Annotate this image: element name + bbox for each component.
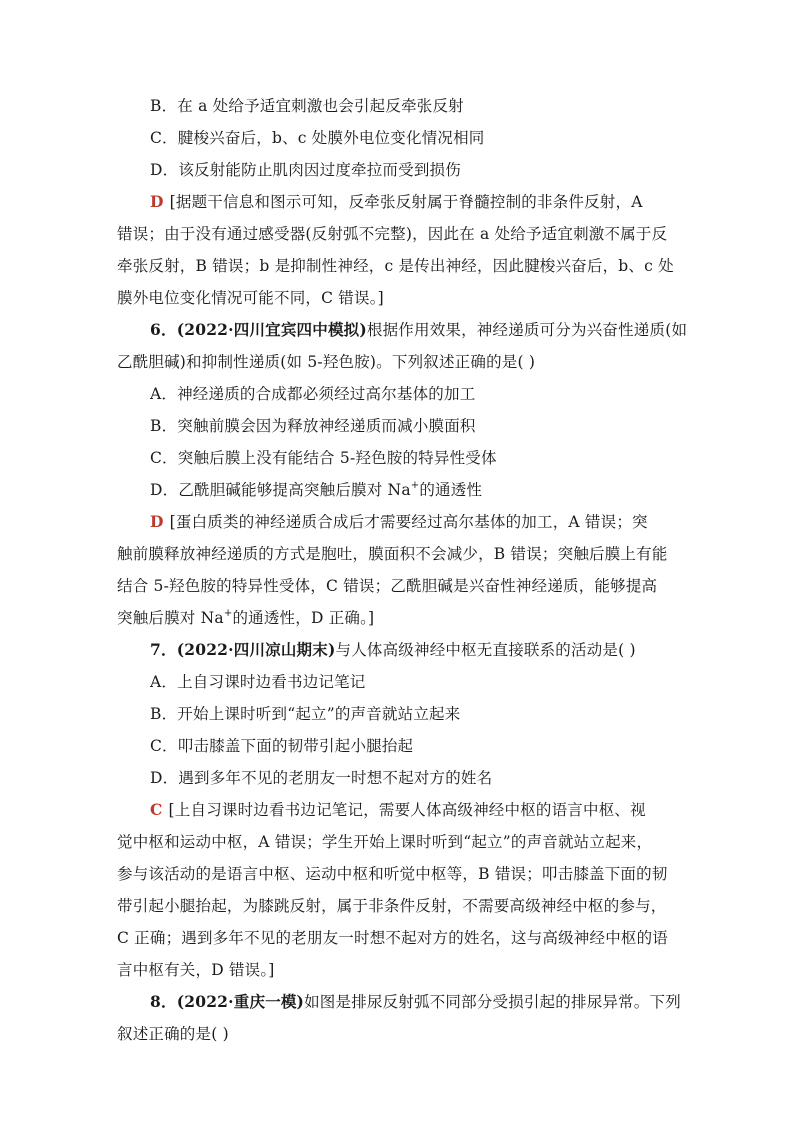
q7-explanation-line-4: 带引起小腿抬起，为膝跳反射，属于非条件反射，不需要高级神经中枢的参与， — [117, 897, 667, 915]
q8-stem-line-1: 8．(2022·重庆一模)如图是排尿反射弧不同部分受损引起的排尿异常。下列 — [150, 992, 681, 1011]
q7-number: 7． — [150, 640, 177, 659]
q6-explanation-line-4: 突触后膜对 Na+的通透性，D 正确。] — [117, 607, 375, 627]
q7-stem: 7．(2022·四川凉山期末)与人体高级神经中枢无直接联系的活动是( ) — [150, 640, 636, 659]
q7-option-c: C．叩击膝盖下面的韧带引起小腿抬起 — [150, 737, 414, 755]
q6-option-c: C．突触后膜上没有能结合 5-羟色胺的特异性受体 — [150, 449, 497, 467]
q7-answer: C — [150, 800, 163, 819]
q8-number: 8． — [150, 992, 177, 1011]
q7-explanation-line-1: C [上自习课时边看书边记笔记，需要人体高级神经中枢的语言中枢、视 — [150, 800, 646, 819]
q6-stem-line-2: 乙酰胆碱)和抑制性递质(如 5-羟色胺)。下列叙述正确的是( ) — [117, 353, 536, 371]
q5-answer: D — [150, 192, 164, 211]
q5-explanation-line-2: 错误；由于没有通过感受器(反射弧不完整)，因此在 a 处给予适宜刺激不属于反 — [117, 225, 668, 243]
q6-source: (2022·四川宜宾四中模拟) — [176, 320, 367, 339]
q5-explanation-line-3: 牵张反射，B 错误；b 是抑制性神经，c 是传出神经，因此腱梭兴奋后，b、c 处 — [117, 257, 674, 275]
q6-number: 6． — [150, 320, 177, 339]
q6-explanation-line-2: 触前膜释放神经递质的方式是胞吐，膜面积不会减少，B 错误；突触后膜上有能 — [117, 545, 668, 563]
q6-explanation-line-3: 结合 5-羟色胺的特异性受体，C 错误；乙酰胆碱是兴奋性神经递质，能够提高 — [117, 577, 658, 595]
q6-option-b: B．突触前膜会因为释放神经递质而减小膜面积 — [150, 417, 476, 435]
q7-source: (2022·四川凉山期末) — [176, 640, 336, 659]
q7-explanation-line-6: 言中枢有关，D 错误。] — [117, 961, 275, 979]
q8-stem-line-2: 叙述正确的是( ) — [117, 1025, 229, 1043]
q6-answer: D — [150, 512, 164, 531]
q7-explanation-line-5: C 正确；遇到多年不见的老朋友一时想不起对方的姓名，这与高级神经中枢的语 — [117, 929, 668, 947]
q5-option-c: C．腱梭兴奋后，b、c 处膜外电位变化情况相同 — [150, 129, 485, 147]
q8-source: (2022·重庆一模) — [176, 992, 305, 1011]
q7-option-a: A．上自习课时边看书边记笔记 — [150, 673, 366, 691]
q5-option-b: B．在 a 处给予适宜刺激也会引起反牵张反射 — [150, 97, 464, 115]
q6-option-a: A．神经递质的合成都必须经过高尔基体的加工 — [150, 385, 476, 403]
q7-option-b: B．开始上课时听到“起立”的声音就站立起来 — [150, 705, 461, 723]
q7-explanation-line-2: 觉中枢和运动中枢，A 错误；学生开始上课时听到“起立”的声音就站立起来， — [117, 833, 653, 851]
q5-explanation-line-1: D [据题干信息和图示可知，反牵张反射属于脊髓控制的非条件反射，A — [150, 192, 643, 211]
q5-option-d: D．该反射能防止肌肉因过度牵拉而受到损伤 — [150, 161, 461, 179]
q7-option-d: D．遇到多年不见的老朋友一时想不起对方的姓名 — [150, 769, 493, 787]
q6-explanation-line-1: D [蛋白质类的神经递质合成后才需要经过高尔基体的加工，A 错误；突 — [150, 512, 648, 531]
q7-explanation-line-3: 参与该活动的是语言中枢、运动中枢和听觉中枢等，B 错误；叩击膝盖下面的韧 — [117, 865, 668, 883]
q6-stem-line-1: 6．(2022·四川宜宾四中模拟)根据作用效果，神经递质可分为兴奋性递质(如 — [150, 320, 688, 339]
q6-option-d: D．乙酰胆碱能够提高突触后膜对 Na+的通透性 — [150, 479, 483, 499]
q5-explanation-line-4: 膜外电位变化情况可能不同，C 错误。] — [117, 289, 384, 307]
